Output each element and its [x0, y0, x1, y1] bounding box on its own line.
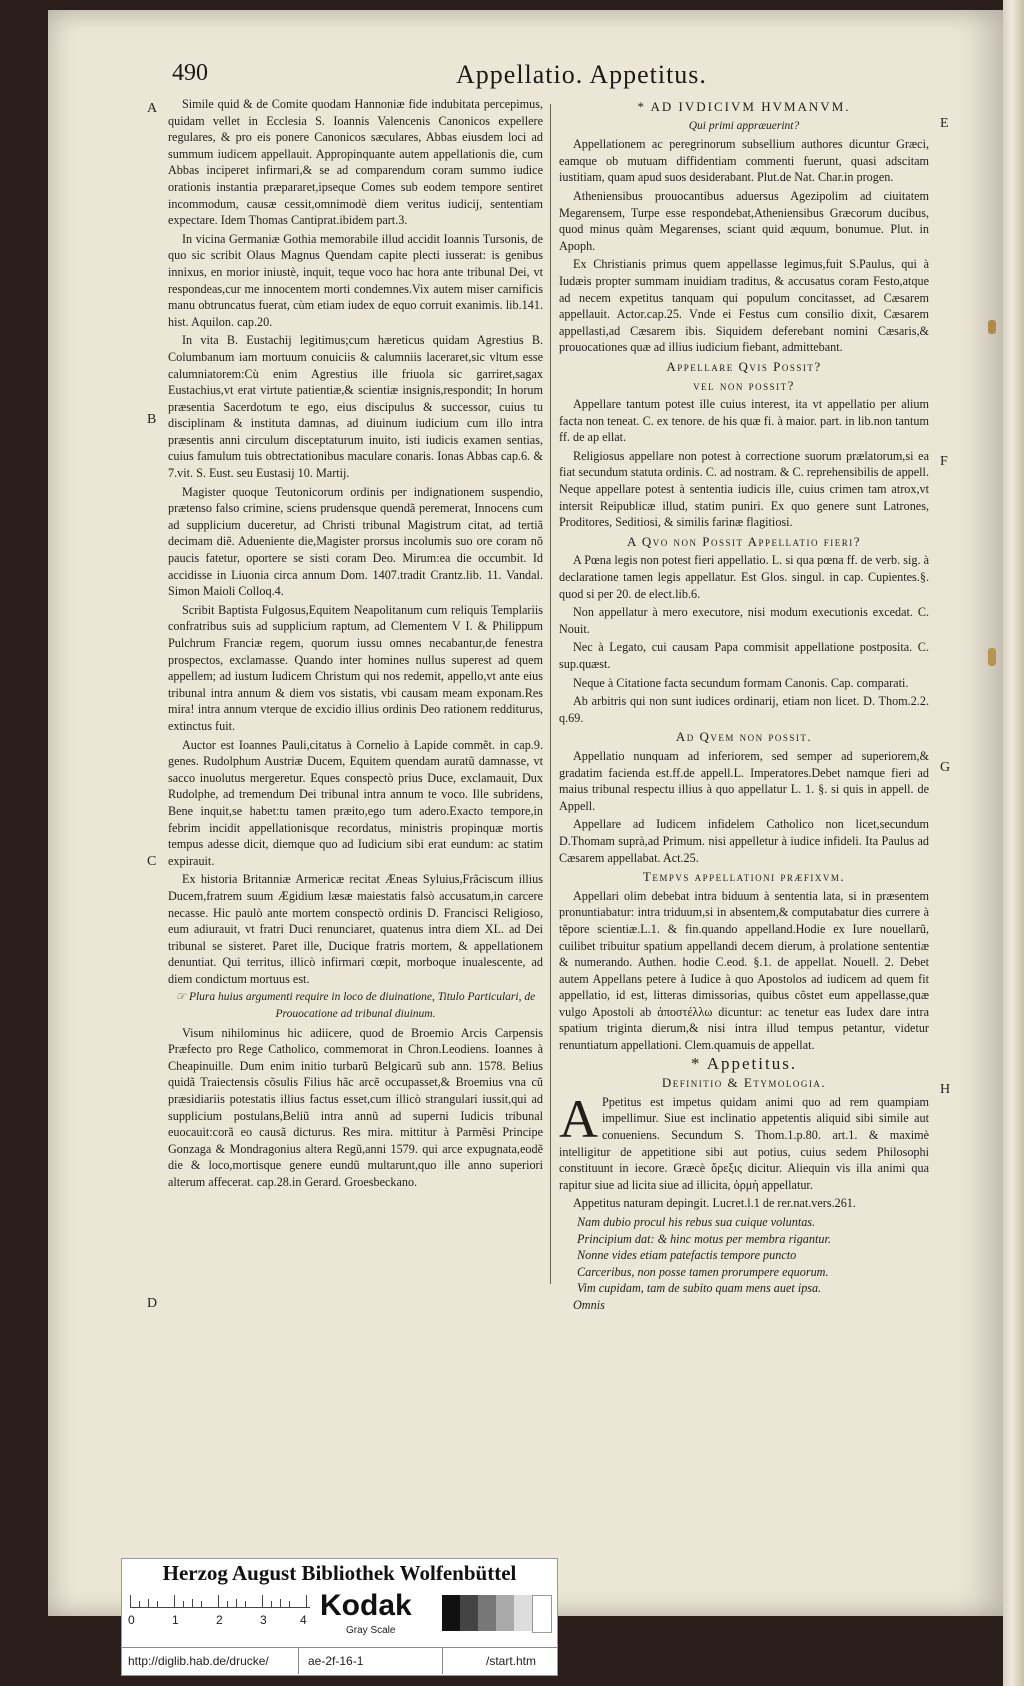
paragraph: Atheniensibus prouocantibus aduersus Agezipolim ad ciuitatem Megarensem, Turpe esse respondebat,Atheniensibus Græcorum ducibus, quod minus quàm Megarenses, sciant quid æquum, bonumue. Plut. in Apoph. [559, 188, 929, 253]
paragraph: In vicina Germaniæ Gothia memorabile illud accidit Ioannis Tursonis, de quo sic scribit Olaus Magnus Quendam capite plecti iusserat: is genibus innixus, en morior iniustè, inquit, teque voco hac hora ante tribunal Dei, vt respondeas,cur me innocentem morti condemnes.Vix autem miser carnificis manu obtruncatus fuerat, cùm etiam iudex de equo corruit exanimis. lib.141. hist. Aquilon. cap.20. [168, 231, 543, 329]
article-heading: * Appetitus. [690, 1053, 798, 1073]
column-rule [550, 104, 551, 1284]
gray-swatches [442, 1595, 552, 1631]
paragraph: Non appellatur à mero executore, nisi modum executionis excedat. C. Nouit. [559, 605, 929, 636]
section-subheading: Qui primi appræuerint? [688, 119, 800, 132]
ruler-number: 0 [128, 1613, 135, 1627]
paragraph: Appellatio nunquam ad inferiorem, sed semper ad superiorem,& gradatim facienda est.ff.de appell.L. Imperatores.Debet namque fieri ad maius tribunal respectu illius à quo appellatur L. 1. §. si quis in appell. de Appell. [559, 748, 929, 813]
ruler-number: 1 [172, 1613, 179, 1627]
cross-reference-note: ☞ Plura huius argumenti require in loco de diuinatione, Titulo Particulari, de Prouocatione ad tribunal diuinum. [175, 991, 536, 1021]
paragraph: Magister quoque Teutonicorum ordinis per indignationem suspendio, prætenso falso crimine, sciens prudensque quendã peremerat, Innocens cum ad supplicium duceretur, ad Christi tribunal Magistrum citat, ad tertiã decimam diẽ. Adueniente die,Magister prorsus incolumis suo ore coram nõ paucis fatetur, oportere se sisti coram Deo. Mirum:ea die occumbit. Id accidisse in Liuonia circa annum Dom. 1407.tradit Crantz.lib. 11. Vandal. Simon Maioli Colloq.4. [168, 484, 543, 599]
paragraph: Nec à Legato, cui causam Papa commisit appellatione postposita. C. sup.quæst. [559, 640, 929, 671]
paragraph: A Pœna legis non potest fieri appellatio. L. si qua pœna ff. de verb. sig. à declaratione tamen legis appellatur. Est Glos. singul. in cap. Cupientes.§. quod si per 20. de elect.lib.6. [559, 553, 929, 601]
margin-letter-g: G [940, 760, 951, 775]
page-number: 490 [172, 60, 208, 86]
gray-scale-caption: Gray Scale [346, 1625, 396, 1636]
paragraph: Ex Christianis primus quem appellasse legimus,fuit S.Paulus, qui à Iudæis propter summam inuidiam traditus, & accusatus coram Festo,atque ad necem expetitus tanquam qui populum concitasset, ad Cæsarem appellauit. Actor.cap.25. Vnde ei Festus cum consilio dixit, Cæsarem appellasti,ad Cæsarem ibis. Siquidem deferebant nomini Cæsaris,& prouocationes quæ ad illius iudicium fiebant, admittebant. [559, 257, 929, 355]
verse-line: Carceribus, non posse tamen prorumpere equorum. [577, 1264, 829, 1279]
margin-letter-e: E [940, 116, 949, 131]
paragraph: Auctor est Ioannes Pauli,citatus à Cornelio à Lapide commẽt. in cap.9. genes. Rudolphum Austriæ Ducem, Equitem quendam auratũ damnasse, vt sacco inuolutus mergeretur. Eques conspectò prius Duce, exclamauit, Dux Rudolphe, ad tremendum Dei tribunal intra annum te voco. Ille subridens, Bene inquit,se habet:tu tamen præito,ego tum adero.Exacto tempore,in febrim incidit appellationisque recordatus, ministris propinquæ mortis tempus adesse dicit, diemque quo ad Iudicium sibi erat eundum: ac statim expirauit. [168, 737, 543, 868]
library-name: Herzog August Bibliothek Wolfenbüttel [162, 1561, 517, 1585]
ruler-scale [130, 1595, 310, 1608]
paragraph: Religiosus appellare non potest à correctione suorum prælatorum,si ea fiat secundum statuta ordinis. C. ad nostram. & C. reprehensibilis de appell. Neque appellare potest à sententia iudicis ille, cuius crimen tam atrox,vt intersit Reipublicæ illud, statim puniri. Ex quo genere sunt Latrones, Proditores, Seditiosi, & similis farinæ flagitiosi. [559, 448, 929, 530]
paragraph: Appellare tantum potest ille cuius interest, ita vt appellatio per alium facta non teneat. C. ex tenore. de his quæ fi. à maior. part. in lib.non tantum ff. de ap ellat. [559, 397, 929, 445]
margin-letter-a: A [147, 101, 158, 116]
margin-letter-b: B [147, 412, 157, 427]
paper-stain [988, 648, 996, 666]
paragraph: Visum nihilominus hic adiicere, quod de Broemio Arcis Carpensis Præfecto pro Rege Catholico, commemorat in Chron.Leodiens. Ioannes à Cheapinuille. Dum enim initio turbarũ Belgicarũ sub ann. 1578. Belius quidã Traiectensis cõsulis Filius hãc arcẽ occupasset,& Broemius vna cũ præsidiariis potestatis illius factus esset,cum illicò strangulari iussit,qui ad supplicium postulans,Beliũ intra annũ ad superni Iudicis tribunal euocauit:corã eo causã dicturus. Res mira. mittitur à Parmẽsi Principe Gonzaga & Mondragonius altera Regũ,anni 1579. qui arce expugnata,eodẽ die & loco,mortisque genere eundũ multarunt,quo ille anno superiori alterum affecerat. cap.28.in Gerard. Groesbeckano. [168, 1025, 543, 1189]
margin-letter-h: H [940, 1082, 951, 1097]
drop-cap: A [559, 1088, 598, 1149]
source-url: http://diglib.hab.de/drucke/ [128, 1654, 269, 1668]
margin-letter-f: F [940, 454, 948, 469]
paragraph: Neque à Citatione facta secundum formam Canonis. Cap. comparati. [573, 675, 909, 690]
section-heading: vel non possit? [693, 377, 795, 393]
kodak-logo: Kodak [320, 1589, 412, 1622]
paper-stain [988, 320, 996, 334]
left-column [168, 96, 543, 1193]
paragraph: Appetitus naturam depingit. Lucret.l.1 de rer.nat.vers.261. [573, 1196, 856, 1211]
label-footer [122, 1647, 557, 1674]
adjacent-page-edge [1003, 0, 1024, 1686]
ruler-number: 2 [216, 1613, 223, 1627]
paragraph: Ex historia Britanniæ Armericæ recitat Æneas Syluius,Frãciscum illius Ducem,fratrem suum Ægidium læsæ maiestatis falsò accusatum,in carcere necasse. Hic paulò ante mortem conspectò ordinis D. Francisci Religioso, eum adiurauit, vt fratri Duci renunciaret, quatenus intra diem XL. ad Dei tribunal se sisteret. Paret ille, Ducique fratris mortem, & appellationem denuntiat. Qui territus, illicò infirmari cœpit, morboque inualescente, ad diem condictum mortuus est. [168, 872, 543, 986]
verse-line: Nonne vides etiam patefactis tempore puncto [577, 1248, 797, 1263]
paragraph: Scribit Baptista Fulgosus,Equitem Neapolitanum cum reliquis Templariis confratribus suis ad supplicium raptum, ad Clementem V I. & Philippum Pulchrum Franciæ regem, quorum iussu omnes necabantur,de fenestra prospectos, exclamasse. Quando inter homines nullus superest ad quem appellem; ad iustum Iudicem Christum qui nos redemit, appello,vt ante eius tribunal intra annum & diem vos sistatis, vbi causam meam exponam.Res mira! intra annum vterque de excidio illius ordinis Deo rationem redditurus, extinctus fuit. [168, 602, 543, 733]
running-title: Appellatio. Appetitus. [456, 60, 707, 89]
section-heading: * AD IVDICIVM HVMANVM. [637, 99, 851, 114]
margin-letter-c: C [147, 854, 157, 869]
section-heading: A Qvo non Possit Appellatio fieri? [627, 533, 861, 549]
section-heading: Ad Qvem non possit. [675, 729, 813, 745]
paragraph-text: Ppetitus est impetus quidam animi quo ad rem quampiam impellimur. Siue est inclinatio appetentis aliquid sibi simile aut conueniens. Secundum S. Thom.1.p.80. art.1. & maximè intelligitur de appetitione sibi aut potius, cuius sedem Philosophi constituunt in iecore. Græcè ὄρεξις dicitur. Aliequin vis illa animi qua rapitur siue ad licita siue ad illicita, ὁρμὴ appellatur. [559, 1094, 929, 1192]
scan-target-label [121, 1558, 558, 1676]
paragraph: Appellationem ac peregrinorum subsellium authores dicuntur Græci, eamque ob mutuam diffidentiam commenti fuerunt, quasi adscitam iustitiam, quam apud suos desiderabant. Plut.de Nat. Char.in progen. [559, 137, 929, 185]
paragraph: Ab arbitris qui non sunt iudices ordinarij, etiam non licet. D. Thom.2.2. q.69. [559, 694, 929, 725]
section-heading: Tempvs appellationi præfixvm. [642, 869, 846, 885]
ruler-number: 3 [260, 1613, 267, 1627]
paragraph: In vita B. Eustachij legitimus;cum hæreticus quidam Agrestius B. Columbanum iam mortuum conuiciis & calumniis laceraret,sic vltum esse calumniatorem:Cù enim Agrestius ille friuola sic garriret,sagax Eustachius,vt erat virtute patientiæ,& scientiæ insignis,respondit; In horum præsentia Sacerdotum te ego, eius discipulus & successor, cuius tu disciplinam & instituta damnas, ad diuinum iudicium cum illo intra præsentis anni circulum disceptaturum inuito, isti iudicis examen sentias, cuius famulum tuis obtrectationibus maculare conaris. Ionas Abbas cap.6. & 7.vit. S. Eust. seu Eustasij 10. Martij. [168, 333, 543, 481]
paragraph [559, 1088, 929, 1194]
section-heading: Definitio & Etymologia. [661, 1075, 827, 1091]
verse-line: Principium dat: & hinc motus per membra rigantur. [577, 1231, 831, 1246]
paragraph: Simile quid & de Comite quodam Hannoniæ fide indubitata percepimus, quidam vellet in Ecclesia S. Ioannis Valencenis Canonicos expellere regulares, & pro eis ponere Canonicos sæculares, Abbas eiusdem loci ad summum iudicem appellauit. Appropinquante autem appellationis die, cum Abbas inciperet infirmari,& se ad comparendum coram summo iudice orationis instantia præpararet,ipseque Comes sub eodem tempore sentiret incommodum, causæ cessit,omnimodè diem veritus iudicij, sententiam expectare. Idem Thomas Cantiprat.ibidem part.3. [168, 97, 543, 228]
catchword: Omnis [573, 1297, 605, 1312]
shelfmark: ae-2f-16-1 [308, 1654, 364, 1668]
section-heading: Appellare Qvis Possit? [666, 358, 822, 374]
paragraph: Appellari olim debebat intra biduum à sententia lata, si in præsentem pronuntiabatur: intra triduum,si in absentem,& computabatur dies currere à tẽpore scientiæ.L.1. & fin.quando appelland.Hodie ex Iure nouellarũ, cuilibet tribuitur spatium appellandi decem dierum, à prolatione sententiæ & numerando. Authen. hodie C.eod. §.1. de appellat. Nouell. 2. Debet autem Appellans petere à Iudice à quo Apostolos ad iudicem ad quem fit appellatio, id est, litteras dimissorias, quibus cõstet eum appellasse,quæ vulgo Apostoli ab ἀποστέλλω dicuntur: ac tenetur eas Iudex dare intra spatium triginta dierum,& nisi intra illud tempus petantur, videtur renuntiatum appellationi. Clem.quamuis de appellat. [559, 888, 929, 1053]
paragraph: Appellare ad Iudicem infidelem Catholico non licet,secundum D.Thomam suprà,ad Primum. nisi appelletur à iudice infideli. Ita Paulus ad Cæsarem appellabat. Act.25. [559, 817, 929, 865]
running-header [172, 60, 932, 94]
verse-line: Nam dubio procul his rebus sua cuique voluntas. [577, 1215, 816, 1229]
start-page: /start.htm [486, 1654, 537, 1668]
margin-letter-d: D [147, 1296, 158, 1311]
ruler-number: 4 [300, 1613, 307, 1627]
verse-line: Vim cupidam, tam de subito quam mens auet ipsa. [577, 1281, 822, 1296]
right-column [559, 96, 929, 1316]
